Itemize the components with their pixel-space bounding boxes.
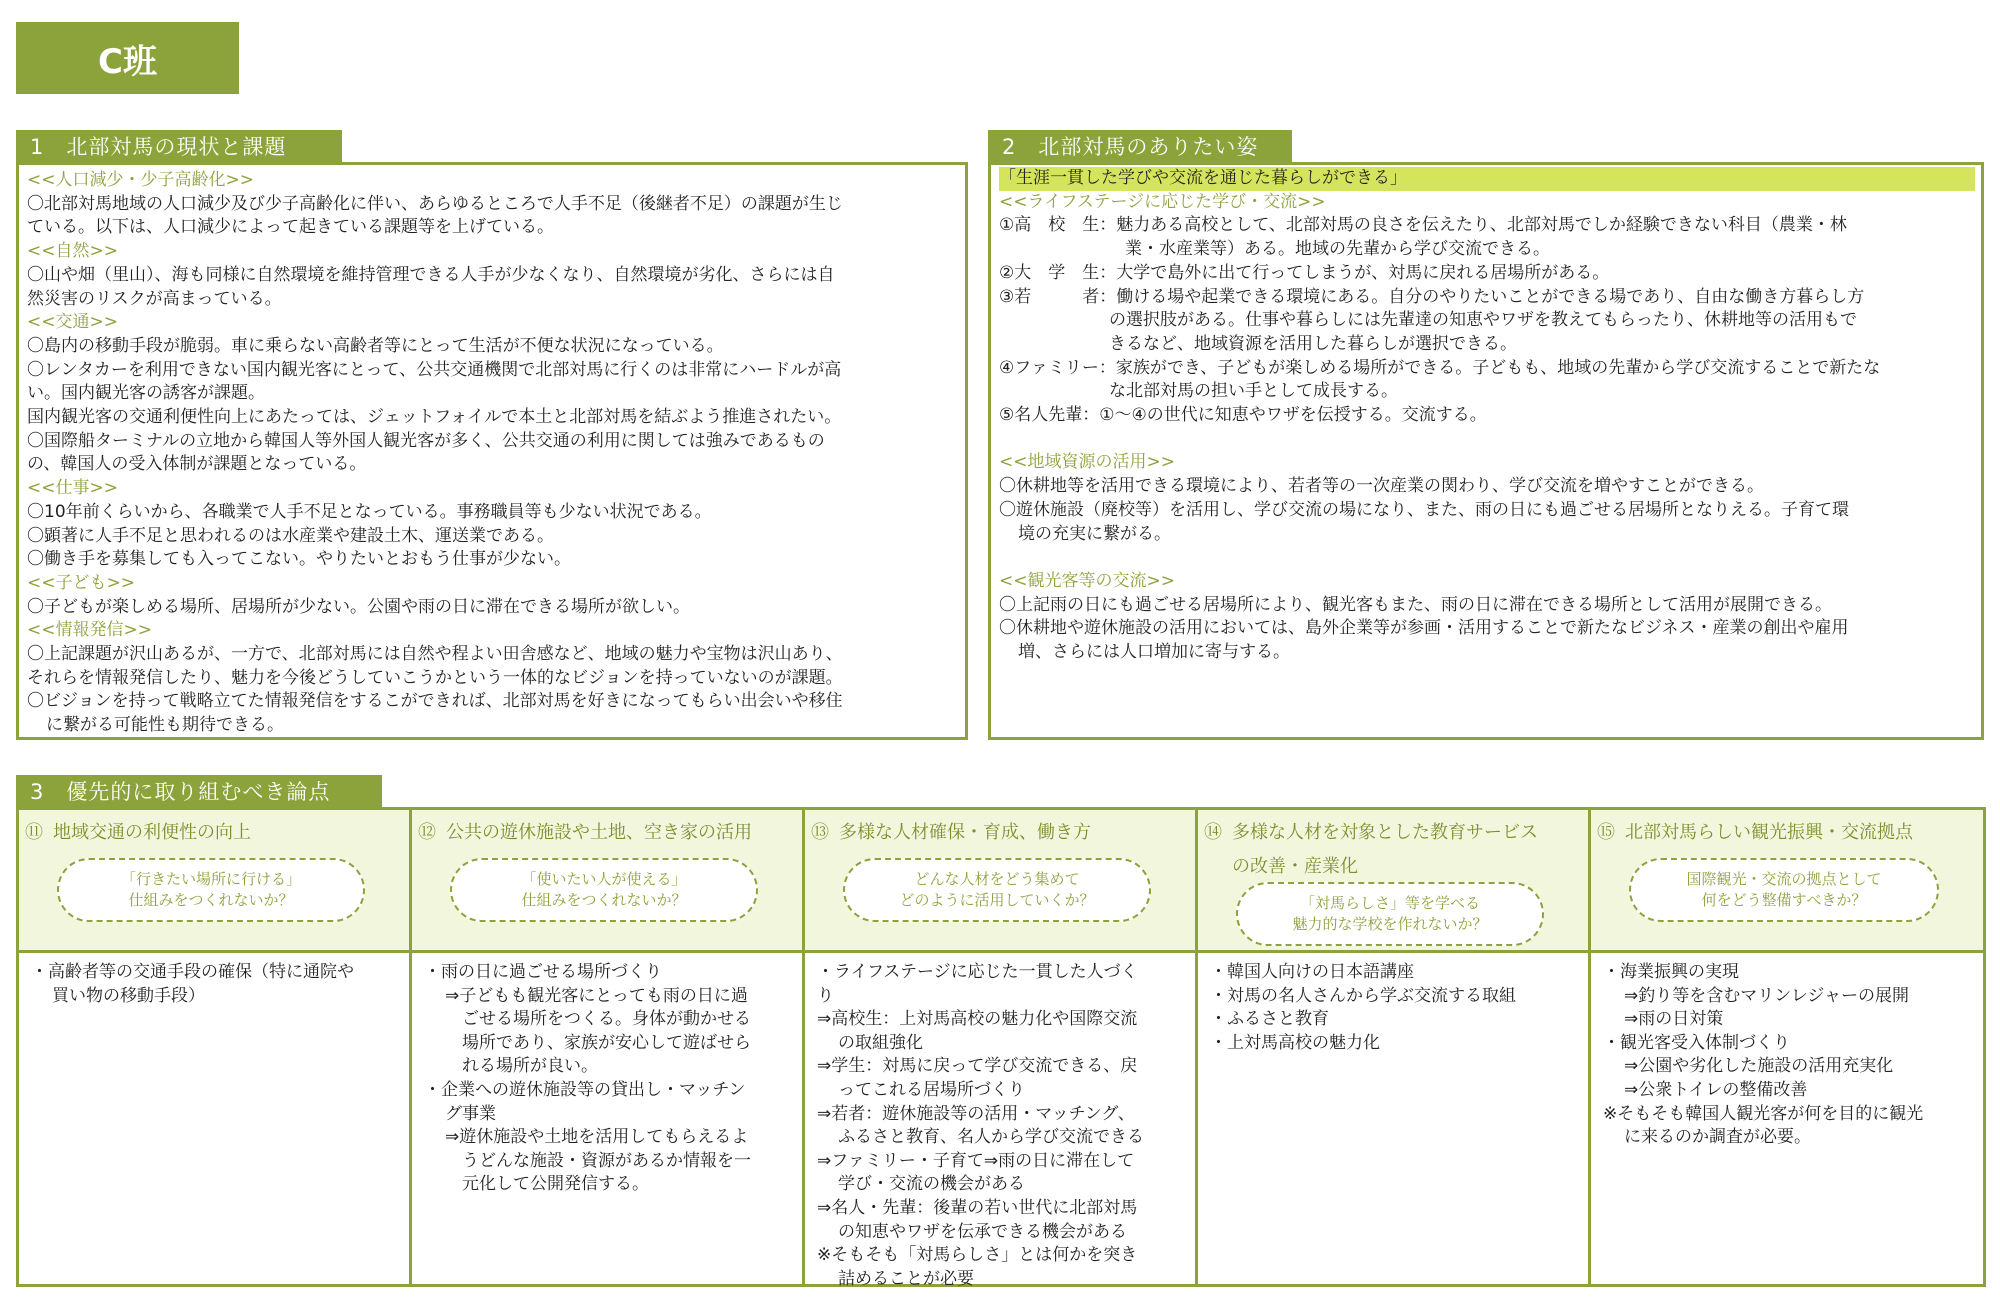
sec1-line: 国内観光客の交通利便性向上にあたっては、ジェットフォイルで本土と北部対馬を結ぶよう推進されたい。 [27, 407, 842, 428]
topic-question-bubble [450, 858, 758, 922]
section3-tab: 3 優先的に取り組むべき論点 [16, 775, 382, 807]
sec1-line: <<交通>> [27, 312, 118, 333]
topic-body-line: ⇒ファミリー・子育て⇒雨の日に滞在して [817, 1150, 1135, 1171]
topic-question-line: どんな人材をどう集めて [914, 870, 1080, 888]
sec1-line: <<人口減少・少子高齢化>> [27, 170, 254, 190]
sec2-line: ③若 者：働ける場や起業できる環境にある。自分のやりたいことができる場であり、自由な働き方暮らし方 [999, 286, 1865, 307]
topic-body-line: ・観光客受入体制づくり [1603, 1032, 1790, 1053]
topic-question-bubble [57, 858, 365, 922]
topic-body-line: れる場所が良い。 [462, 1056, 598, 1077]
topic-title-text: 多様な人材確保・育成、働き方 [839, 822, 1091, 843]
topic-title [418, 816, 796, 850]
topic-body-line: ・対馬の名人さんから学ぶ交流する取組 [1210, 985, 1516, 1006]
topic-title-text: 多様な人材を対象とした教育サービス [1232, 822, 1538, 843]
topic-question-line: 国際観光・交流の拠点として [1686, 870, 1882, 888]
section2-box [988, 162, 1984, 740]
topic-body-line: ⇒公園や劣化した施設の活用充実化 [1624, 1056, 1894, 1077]
topic-body [31, 961, 403, 1008]
sec2-line: <<地域資源の活用>> [999, 452, 1175, 473]
topic-title-text: 地域交通の利便性の向上 [53, 822, 251, 843]
topic-body-line: ・ふるさと教育 [1210, 1009, 1329, 1030]
sec2-line: 境の充実に繋がる。 [1018, 523, 1171, 544]
topic-body-line: ・雨の日に過ごせる場所づくり [424, 962, 662, 982]
topic-question-line: 仕組みをつくれないか？ [128, 891, 294, 909]
sec2-line: ④ファミリー：家族ができ、子どもが楽しめる場所ができる。子どもも、地域の先輩から学び交流することで新たな [999, 357, 1881, 378]
sec2-line: の選択肢がある。仕事や暮らしには先輩達の知恵やワザを教えてもらったり、休耕地等の活用もで [1109, 310, 1857, 331]
sec2-line: 〇遊休施設（廃校等）を活用し、学び交流の場になり、また、雨の日にも過ごせる居場所となりえる。子育て環 [999, 499, 1849, 520]
topic-title [1597, 816, 1977, 850]
sec1-line: 〇北部対馬地域の人口減少及び少子高齢化に伴い、あらゆるところで人手不足（後継者不足）の課題が生じ [27, 193, 843, 214]
sec2-line: <<観光客等の交流>> [999, 570, 1175, 591]
topic-number: ⑪ [25, 822, 43, 843]
topic-body [1210, 961, 1582, 1055]
sec1-line: 〇山や畑（里山）、海も同様に自然環境を維持管理できる人手が少なくなり、自然環境が劣化、さらには自 [27, 264, 835, 285]
topic-body-line: ⇒若者：遊休施設等の活用・マッチング、 [817, 1103, 1135, 1124]
topic-column [1198, 810, 1591, 1284]
topic-body-line: うどんな施設・資源があるか情報を一 [462, 1150, 751, 1171]
group-badge: C班 [16, 22, 239, 94]
topic-body-line: ・企業への遊休施設等の貸出し・マッチン [424, 1079, 746, 1100]
topic-body-line: ⇒遊休施設や土地を活用してもらえるよ [445, 1127, 749, 1148]
sec1-line: それらを情報発信したり、魅力を今後どうしていこうかという一体的なビジョンを持っていないのが課題。 [27, 667, 843, 688]
topic-title [25, 816, 403, 850]
sec2-line: 「生涯一貫した学びや交流を通じた暮らしができる」 [999, 167, 1975, 191]
sec2-line: ①高 校 生：魅力ある高校として、北部対馬の良さを伝えたり、北部対馬でしか経験できない科目（農業・林 [999, 215, 1847, 236]
topic-column [19, 810, 412, 1284]
topic-body-line: ・高齢者等の交通手段の確保（特に通院や [31, 962, 354, 982]
topic-question-bubble [1236, 882, 1544, 946]
topic-body-line: 場所であり、家族が安心して遊ばせら [462, 1032, 751, 1053]
topic-body-line: ・韓国人向けの日本語講座 [1210, 962, 1414, 982]
topic-body-line: の知恵やワザを伝承できる機会がある [838, 1221, 1127, 1242]
sec2-line: きるなど、地域資源を活用した暮らしが選択できる。 [1109, 333, 1517, 354]
sec2-line [999, 428, 1975, 452]
topic-body-line: 買い物の移動手段） [52, 985, 205, 1006]
topic-body-line: ・上対馬高校の魅力化 [1210, 1032, 1380, 1053]
topic-column [1591, 810, 1983, 1284]
topic-header [412, 810, 802, 953]
topic-body [817, 961, 1189, 1291]
section1-box [16, 162, 968, 740]
sec1-line: の、韓国人の受入体制が課題となっている。 [27, 454, 367, 475]
sec1-line: い。国内観光客の誘客が課題。 [27, 383, 265, 404]
sec1-line: に繋がる可能性も期待できる。 [46, 715, 284, 736]
topic-header [19, 810, 409, 953]
topic-question-line: 何をどう整備すべきか？ [1701, 891, 1867, 909]
topic-question-line: 仕組みをつくれないか？ [521, 891, 687, 909]
topic-title-text: 北部対馬らしい観光振興・交流拠点 [1625, 822, 1913, 843]
topic-body [424, 961, 796, 1197]
sec1-line: <<子ども>> [27, 572, 135, 593]
sec2-line: 増、さらには人口増加に寄与する。 [1018, 642, 1290, 663]
topic-header [805, 810, 1195, 953]
topic-body-line: ・海業振興の実現 [1603, 962, 1739, 982]
sec2-line: ②大 学 生：大学で島外に出て行ってしまうが、対馬に戻れる居場所がある。 [999, 262, 1610, 283]
topic-number: ⑮ [1597, 822, 1615, 843]
topic-body-line: ※そもそも「対馬らしさ」とは何かを突き [817, 1245, 1138, 1266]
sec1-line: ている。以下は、人口減少によって起きている課題等を上げている。 [27, 217, 554, 238]
sec2-line: な北部対馬の担い手として成長する。 [1109, 381, 1398, 402]
topic-title [811, 816, 1189, 850]
sec1-line: 〇レンタカーを利用できない国内観光客にとって、公共交通機関で北部対馬に行くのは非常にハードルが高 [27, 359, 842, 380]
topic-body-line: ⇒公衆トイレの整備改善 [1624, 1079, 1808, 1100]
topic-question-line: どのように活用していくか？ [899, 891, 1095, 909]
section3-box [16, 807, 1986, 1287]
topic-body-line: ・ライフステージに応じた一貫した人づく [817, 962, 1138, 982]
topic-body-line: 学び・交流の機会がある [838, 1174, 1025, 1195]
section2-tab: 2 北部対馬のありたい姿 [988, 130, 1292, 162]
sec1-line: 〇島内の移動手段が脆弱。車に乗らない高齢者等にとって生活が不便な状況になっている。 [27, 335, 724, 356]
topic-question-bubble [843, 858, 1151, 922]
topic-header [1198, 810, 1588, 953]
sec2-line: ⑤名人先輩：①～④の世代に知恵やワザを伝授する。交流する。 [999, 405, 1487, 426]
topic-body-line: ってこれる居場所づくり [838, 1079, 1025, 1100]
topic-number: ⑭ [1204, 822, 1222, 843]
topic-body-line: り [817, 985, 834, 1006]
sec1-line: <<情報発信>> [27, 620, 152, 641]
sec1-line: 〇ビジョンを持って戦略立てた情報発信をするこができれば、北部対馬を好きになってもらい出会いや移住 [27, 691, 843, 712]
topic-body-line: 詰めることが必要 [838, 1268, 974, 1289]
topic-question-line: 「対馬らしさ」等を学べる [1299, 894, 1480, 912]
topic-body [1603, 961, 1977, 1150]
topic-question-bubble [1629, 858, 1939, 922]
topic-body-line: の取組強化 [838, 1032, 923, 1053]
topic-body-line: ⇒名人・先輩：後輩の若い世代に北部対馬 [817, 1197, 1138, 1218]
sec1-line: 〇10年前くらいから、各職業で人手不足となっている。事務職員等も少ない状況である。 [27, 501, 712, 522]
sec2-line: <<ライフステージに応じた学び・交流>> [999, 191, 1326, 212]
topic-body-line: ⇒雨の日対策 [1624, 1009, 1724, 1030]
topic-title [1204, 816, 1582, 884]
sec2-line [999, 546, 1975, 570]
topic-column [412, 810, 805, 1284]
topic-body-line: ふるさと教育、名人から学び交流できる [838, 1127, 1144, 1148]
topic-body-line: ⇒釣り等を含むマリンレジャーの展開 [1624, 985, 1910, 1006]
sec1-line: 〇国際船ターミナルの立地から韓国人等外国人観光客が多く、公共交通の利用に関しては強みであるもの [27, 430, 825, 451]
sec2-line: 〇上記雨の日にも過ごせる居場所により、観光客もまた、雨の日に滞在できる場所として活用が展開できる。 [999, 594, 1832, 615]
topic-title-text: 公共の遊休施設や土地、空き家の活用 [446, 822, 752, 843]
sec1-line: 然災害のリスクが高まっている。 [27, 288, 282, 309]
topic-question-line: 「行きたい場所に行ける」 [120, 870, 301, 888]
section1-content [27, 169, 959, 738]
topic-number: ⑬ [811, 822, 829, 843]
topic-question-line: 「使いたい人が使える」 [521, 870, 687, 888]
topic-title-text-2: の改善・産業化 [1232, 856, 1358, 877]
topic-body-line: ⇒子どもも観光客にとっても雨の日に過 [445, 985, 748, 1006]
sec2-line: 〇休耕地等を活用できる環境により、若者等の一次産業の関わり、学び交流を増やすことができる。 [999, 476, 1764, 497]
topic-body-line: ごせる場所をつくる。身体が動かせる [462, 1009, 751, 1030]
sec1-line: 〇働き手を募集しても入ってこない。やりたいとおもう仕事が少ない。 [27, 549, 571, 570]
sec1-line: <<仕事>> [27, 478, 118, 499]
sec1-line: 〇上記課題が沢山あるが、一方で、北部対馬には自然や程よい田舎感など、地域の魅力や宝物は沢山あり、 [27, 644, 843, 665]
topic-header [1591, 810, 1983, 953]
sec1-line: 〇子どもが楽しめる場所、居場所が少ない。公園や雨の日に滞在できる場所が欲しい。 [27, 596, 690, 617]
section2-content [999, 167, 1975, 665]
sec1-line: <<自然>> [27, 241, 118, 262]
sec2-line: 〇休耕地や遊休施設の活用においては、島外企業等が参画・活用することで新たなビジネス・産業の創出や雇用 [999, 618, 1849, 639]
topic-body-line: ⇒学生：対馬に戻って学び交流できる、戻 [817, 1056, 1138, 1077]
topic-body-line: ⇒高校生：上対馬高校の魅力化や国際交流 [817, 1009, 1138, 1030]
topic-body-line: に来るのか調査が必要。 [1624, 1127, 1811, 1148]
sec2-line: 業・水産業等）ある。地域の先輩から学び交流できる。 [1125, 239, 1550, 260]
topic-number: ⑫ [418, 822, 436, 843]
topic-body-line: グ事業 [445, 1103, 496, 1124]
topic-column [805, 810, 1198, 1289]
topic-question-line: 魅力的な学校を作れないか？ [1292, 915, 1488, 933]
section1-tab: 1 北部対馬の現状と課題 [16, 130, 342, 162]
topic-body-line: 元化して公開発信する。 [462, 1174, 649, 1195]
sec1-line: 〇顕著に人手不足と思われるのは水産業や建設土木、運送業である。 [27, 525, 554, 546]
topic-body-line: ※そもそも韓国人観光客が何を目的に観光 [1603, 1103, 1924, 1124]
